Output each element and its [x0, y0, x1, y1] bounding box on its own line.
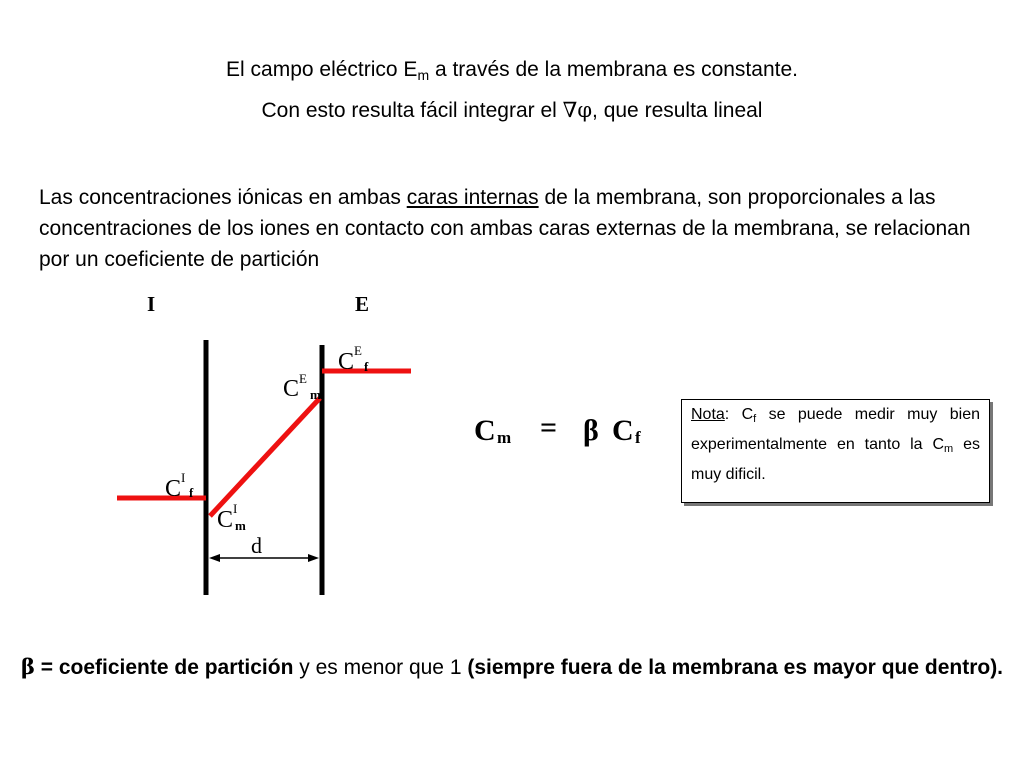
cf-external-sup: E [354, 343, 362, 358]
cm-external-sub: m [310, 387, 321, 402]
note-text-3: es muy dificil. [691, 436, 980, 483]
title2-text: Con esto resulta fácil integrar el [261, 99, 563, 122]
distance-label: d [251, 533, 262, 558]
para-text: Las concentraciones iónicas en ambas [39, 186, 407, 209]
note-text-1: : C [724, 406, 754, 423]
para-underlined: caras internas [406, 186, 539, 209]
label-external: E [355, 292, 370, 316]
arrowhead-right [308, 554, 319, 562]
note-sub-1: f [753, 413, 757, 425]
cf-external-sub: f [364, 359, 369, 374]
note-label: Nota [691, 406, 725, 423]
cf-internal-sup: I [181, 470, 186, 485]
eq-rhs-base: C [612, 414, 634, 447]
eq-rhs-sub: f [635, 428, 641, 447]
profile-membrane [210, 398, 320, 516]
arrowhead-left [209, 554, 220, 562]
cm-internal-sup: I [233, 501, 238, 516]
cm-external-sup: E [299, 371, 307, 386]
cm-internal-base: C [217, 507, 234, 533]
eq-equals: = [540, 411, 558, 444]
title2-text-end: , que resulta lineal [592, 99, 763, 122]
eq-lhs-sub: m [497, 428, 512, 447]
title-subscript: m [417, 67, 430, 83]
footer-normal: y es menor que 1 [293, 656, 468, 679]
note-sub-2: m [944, 443, 954, 455]
cm-internal-sub: m [235, 518, 246, 533]
footer-beta: β [20, 654, 35, 679]
cm-external-base: C [283, 376, 300, 402]
eq-lhs-base: C [474, 414, 496, 447]
cf-external-base: C [338, 349, 355, 375]
title-text: El campo eléctrico E [226, 58, 418, 81]
title-text-end: a través de la membrana es constante. [429, 58, 798, 81]
footer-bold-1: = coeficiente de partición [34, 656, 294, 679]
cf-internal-sub: f [189, 485, 194, 500]
gradient-symbol: ∇φ [562, 98, 593, 122]
note-text-2: se puede medir muy bien experimentalmente en tanto la C [691, 406, 980, 453]
para-text-end: de la membrana, son proporcionales a las concentraciones de los iones en contacto con ambas caras externas de la membrana, se relacionan por un coeficiente de partición [39, 186, 971, 271]
cf-internal-base: C [165, 476, 182, 502]
label-internal: I [147, 292, 156, 316]
eq-beta: β [583, 414, 599, 447]
note-box [681, 399, 990, 503]
footer-text [0, 650, 1024, 684]
footer-bold-2: (siempre fuera de la membrana es mayor que dentro). [467, 656, 1004, 679]
